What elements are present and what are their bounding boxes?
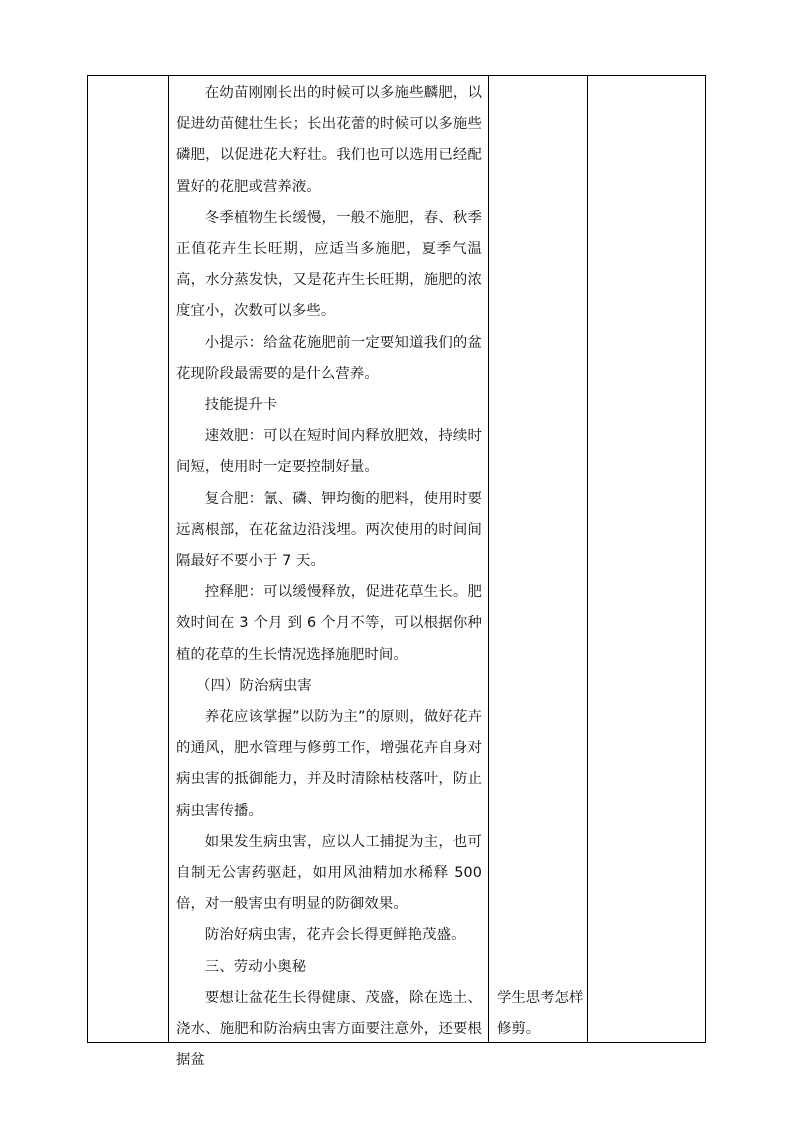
paragraph-prevention-principle: 养花应该掌握”以防为主”的原则，做好花卉的通风，肥水管理与修剪工作，增强花卉自身对病虫害的抵御能力，并及时清除枯枝落叶，防止病虫害传播。	[176, 709, 482, 819]
student-activity-text: 学生思考怎样修剪。	[497, 990, 584, 1038]
heading-pest-control: （四）防治病虫害	[196, 677, 312, 694]
column-divider	[488, 76, 489, 1042]
heading-labor-secret: 三、劳动小奥秘	[204, 958, 307, 975]
paragraph-quick-release: 速效肥：可以在短时间内释放肥效，持续时间短，使用时一定要控制好量。	[176, 428, 482, 476]
paragraph-pest-handling: 如果发生病虫害，应以人工捕捉为主，也可自制无公害药驱赶，如用风油精加水稀释 500 倍，对一般害虫有明显的防御效果。	[176, 833, 482, 913]
paragraph-compound: 复合肥：氰、磷、钾均衡的肥料，使用时要远离根部，在花盆边沿浅埋。两次使用的时间间隔最好不要小于 7 天。	[176, 490, 482, 570]
paragraph-small-tip: 小提示：给盆花施肥前一定要知道我们的盆花现阶段最需要的是什么营养。	[176, 334, 482, 382]
paragraph-pest-result: 防治好病虫害，花卉会长得更鲜艳茂盛。	[204, 927, 466, 944]
paragraph-seasonal-fertilizing: 冬季植物生长缓慢，一般不施肥，春、秋季正值花卉生长旺期，应适当多施肥，夏季气温高，水分蒸发快，又是花卉生长旺期，施肥的浓度宜小，次数可以多些。	[176, 209, 482, 320]
paragraph-controlled-release: 控释肥：可以缓慢释放，促进花草生长。肥效时间在 3 个月 到 6 个月不等，可以根据你种植的花草的生长情况选择施肥时间。	[176, 584, 482, 663]
column-divider	[587, 76, 588, 1042]
heading-skill-card: 技能提升卡	[204, 397, 278, 414]
student-activity-cell	[489, 983, 587, 1045]
lesson-table	[87, 75, 706, 1069]
paragraph-healthy-growth: 要想让盆花生长得健康、茂盛，除在选土、浇水、施肥和防治病虫害方面要注意外，还要根据盆	[176, 989, 482, 1069]
teaching-content-cell	[168, 76, 488, 1069]
paragraph-phosphate-tip: 在幼苗刚刚长出的时候可以多施些麟肥，以促进幼苗健壮生长；长出花蕾的时候可以多施些磷肥，以促进花大籽壮。我们也可以选用已经配置好的花肥或营养液。	[176, 85, 482, 195]
